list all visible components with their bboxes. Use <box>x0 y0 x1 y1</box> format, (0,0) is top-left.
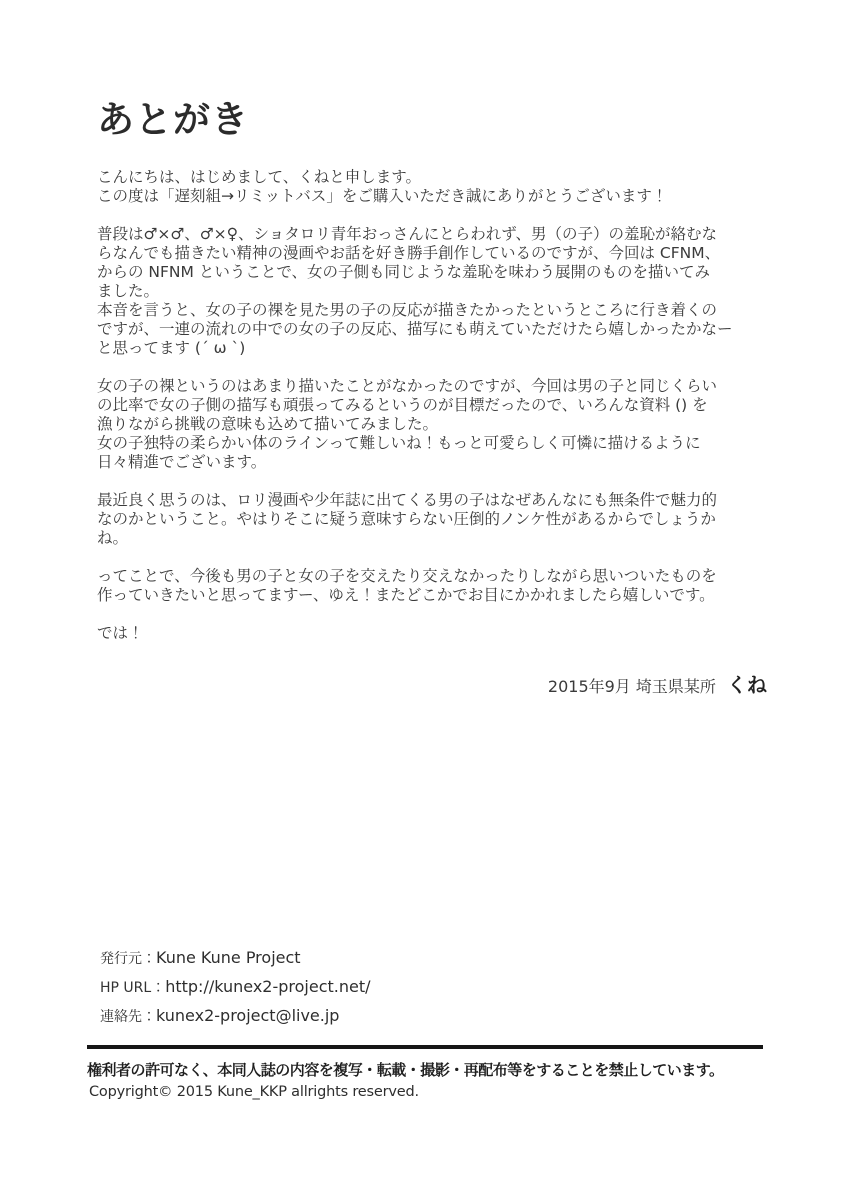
paragraph: 最近良く思うのは、ロリ漫画や少年誌に出てくる男の子はなぜあんなにも無条件で魅力的 なのかということ。やはりそこに疑う意味すらない圧倒的ノンケ性があるからでしょうか ね。 <box>97 491 718 547</box>
colophon <box>100 948 371 1035</box>
legal-notice: 権利者の許可なく、本同人誌の内容を複写・転載・撮影・再配布等をすることを禁止しています。 <box>87 1061 724 1079</box>
page-title: あとがき <box>97 98 249 141</box>
contact-value: kunex2-project@live.jp <box>156 1006 340 1025</box>
signature <box>97 669 767 698</box>
hp-url-value: http://kunex2-project.net/ <box>165 977 371 996</box>
publisher-value: Kune Kune Project <box>156 948 301 967</box>
publisher-label: 発行元： <box>100 951 156 967</box>
main-content <box>97 96 767 698</box>
paragraph: こんにちは、はじめまして、くねと申します。 この度は「遅刻組→リミットバス」をご購入いただき誠にありがとうございます！ <box>97 168 668 205</box>
divider-rule <box>87 1045 763 1049</box>
body-paragraphs <box>97 168 767 643</box>
copyright-line: Copyright© 2015 Kune_KKP allrights reserved. <box>89 1084 419 1100</box>
signature-author: くね <box>727 673 767 697</box>
paragraph: 普段は♂×♂、♂×♀、ショタロリ青年おっさんにとらわれず、男（の子）の羞恥が絡むな らなんでも描きたい精神の漫画やお話を好き勝手創作しているのですが、今回は CFNM、 からの NFNM ということで、女の子側も同じような羞恥を味わう展開のものを描いてみ ました。 本音を言うと、女の子の裸を見た男の子の反応が描きたかったというところに行き着くの ですが、一連の流れの中での女の子の反応、描写にも萌えていただけたら嬉しかったかなー と思ってます (´ ω `) <box>97 225 733 357</box>
hp-url-label: HP URL： <box>100 980 166 996</box>
paragraph: ってことで、今後も男の子と女の子を交えたり交えなかったりしながら思いついたものを 作っていきたいと思ってますー、ゆえ！またどこかでお目にかかれましたら嬉しいです。 <box>97 567 717 604</box>
contact-label: 連絡先： <box>100 1009 156 1025</box>
publisher-line <box>100 948 371 968</box>
signature-date-place: 2015年9月 埼玉県某所 <box>547 677 716 696</box>
paragraph: 女の子の裸というのはあまり描いたことがなかったのですが、今回は男の子と同じくらい の比率で女の子側の描写も頑張ってみるというのが目標だったので、いろんな資料 () を 漁りながら挑戦の意味も込めて描いてみました。 女の子独特の柔らかい体のラインって難しいね！もっと可愛らしく可憐に描けるように 日々精進でございます。 <box>97 377 718 471</box>
hp-url-line <box>100 977 371 997</box>
contact-line <box>100 1006 371 1026</box>
paragraph: では！ <box>97 624 144 642</box>
